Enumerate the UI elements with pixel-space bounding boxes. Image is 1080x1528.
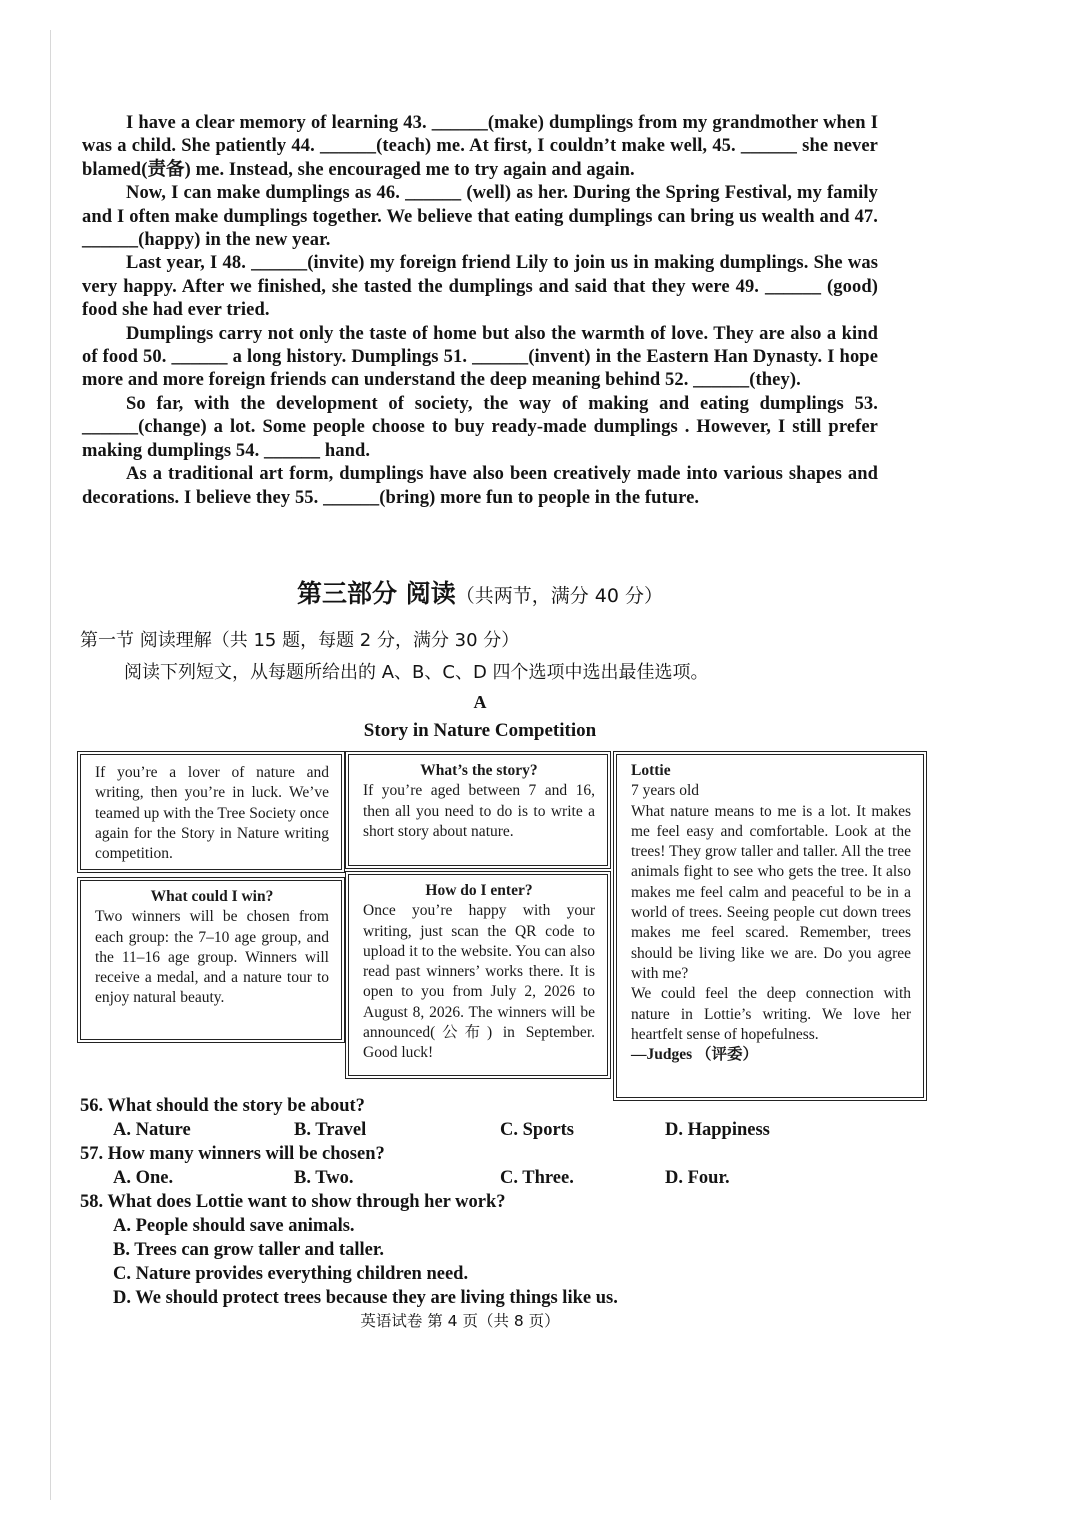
- section-title: [0, 574, 960, 610]
- lottie-text: What nature means to me is a lot. It makes me feel easy and comfortable. Look at the trees! They grow taller and taller. All the tree animals fight to see who gets the tree. It also makes me feel calm and peaceful to be in a world of trees. Seeing people cut down trees makes me feel scared. Remember, trees should be living like we are. Do you agree with me?: [631, 802, 911, 982]
- cloze-paragraph-2: Now, I can make dumplings as 46. ______ (well) as her. During the Spring Festival, my family and I often make dumplings together. We believe that eating dumplings can bring us wealth and 47. ______(happy) in the new year.: [82, 183, 878, 251]
- option-d: D. Happiness: [665, 1120, 770, 1140]
- entry-box: [348, 874, 608, 1076]
- option-b: B. Travel: [294, 1120, 367, 1140]
- lottie-name: Lottie: [631, 762, 671, 779]
- option-c: C. Nature provides everything children need.: [113, 1264, 469, 1284]
- question-57-options: [80, 1166, 900, 1190]
- option-c: C. Three.: [500, 1168, 574, 1188]
- question-57: 57. How many winners will be chosen?: [80, 1144, 385, 1164]
- cloze-paragraph-5: So far, with the development of society, the way of making and eating dumplings 53. ______(change) a lot. Some people choose to buy ready-made dumplings . However, I still prefer making dumplings 54. ______ hand.: [82, 393, 878, 461]
- prize-heading: What could I win?: [150, 888, 274, 905]
- intro-text: If you’re a lover of nature and writing, then you’re in luck. We’ve teamed up with the Tree Society once again for the Story in Nature writing competition.: [95, 764, 329, 863]
- option-d: D. We should protect trees because they are living things like us.: [113, 1288, 618, 1308]
- story-box: [348, 754, 608, 866]
- cloze-passage: [82, 112, 878, 510]
- cloze-paragraph-6: As a traditional art form, dumplings have also been creatively made into various shapes and decorations. I believe they 55. ______(bring) more fun to people in the future.: [82, 464, 878, 508]
- intro-box: [80, 754, 342, 870]
- cloze-paragraph-4: Dumplings carry not only the taste of home but also the warmth of love. They are also a kind of food 50. ______ a long history. Dumplings 51. ______(invent) in the Eastern Han Dynasty. I hope more and more foreign friends can understand the deep meaning behind 52. ______(they).: [82, 323, 878, 391]
- page-footer: 英语试卷 第 4 页（共 8 页）: [360, 1312, 560, 1330]
- option-a: A. One.: [113, 1168, 174, 1188]
- story-text: If you’re aged between 7 and 16, then all you need to do is to write a short story about nature.: [363, 782, 595, 840]
- question-56: 56. What should the story be about?: [80, 1096, 365, 1116]
- entry-text: Once you’re happy with your writing, just scan the QR code to upload it to the website. You can also read past winners’ works there. It is open to you from July 2, 2026 to August 8, 2026. The winners will be announced(公布) in September. Good luck!: [363, 902, 595, 1062]
- lottie-box: [616, 754, 924, 1098]
- judges-comment: We could feel the deep connection with nature in Lottie’s writing. We love her heartfelt sense of hopefulness.: [631, 985, 911, 1043]
- option-a: A. People should save animals.: [113, 1216, 355, 1236]
- story-heading: What’s the story?: [420, 762, 538, 779]
- section-title-note: （共两节，满分 40 分）: [455, 585, 663, 607]
- scan-edge-line: [50, 30, 51, 1500]
- option-b: B. Trees can grow taller and taller.: [113, 1240, 384, 1260]
- cloze-paragraph-3: Last year, I 48. ______(invite) my foreign friend Lily to join us in making dumplings. She was very happy. After we finished, she tasted the dumplings and said that they were 49. ______ (good) food she had ever tried.: [82, 253, 878, 321]
- section-title-main: 第三部分 阅读: [297, 579, 456, 608]
- option-b: B. Two.: [294, 1168, 354, 1188]
- section-subtitle: 第一节 阅读理解（共 15 题，每题 2 分，满分 30 分）: [80, 630, 520, 651]
- passage-title: Story in Nature Competition: [363, 720, 597, 741]
- prize-box: [80, 880, 342, 1040]
- prize-text: Two winners will be chosen from each group: the 7–10 age group, and the 11–16 age group. Winners will receive a medal, and a nature tour to enjoy natural beauty.: [95, 908, 329, 1007]
- option-c: C. Sports: [500, 1120, 575, 1140]
- question-56-options: [80, 1118, 900, 1142]
- passage-letter: A: [473, 692, 487, 712]
- option-d: D. Four.: [665, 1168, 730, 1188]
- question-58: 58. What does Lottie want to show through her work?: [80, 1192, 506, 1212]
- judges-signature: —Judges （评委）: [631, 1046, 759, 1064]
- entry-heading: How do I enter?: [425, 882, 533, 899]
- question-list: [80, 1094, 900, 1310]
- lottie-age: 7 years old: [631, 782, 700, 800]
- cloze-paragraph-1: I have a clear memory of learning 43. ______(make) dumplings from my grandmother when I was a child. She patiently 44. ______(teach) me. At first, I couldn’t make well, 45. ______ she never blamed(责备) me. Instead, she encouraged me to try again and again.: [82, 113, 878, 180]
- section-instruction: 阅读下列短文，从每题所给出的 A、B、C、D 四个选项中选出最佳选项。: [124, 662, 709, 683]
- option-a: A. Nature: [113, 1120, 191, 1140]
